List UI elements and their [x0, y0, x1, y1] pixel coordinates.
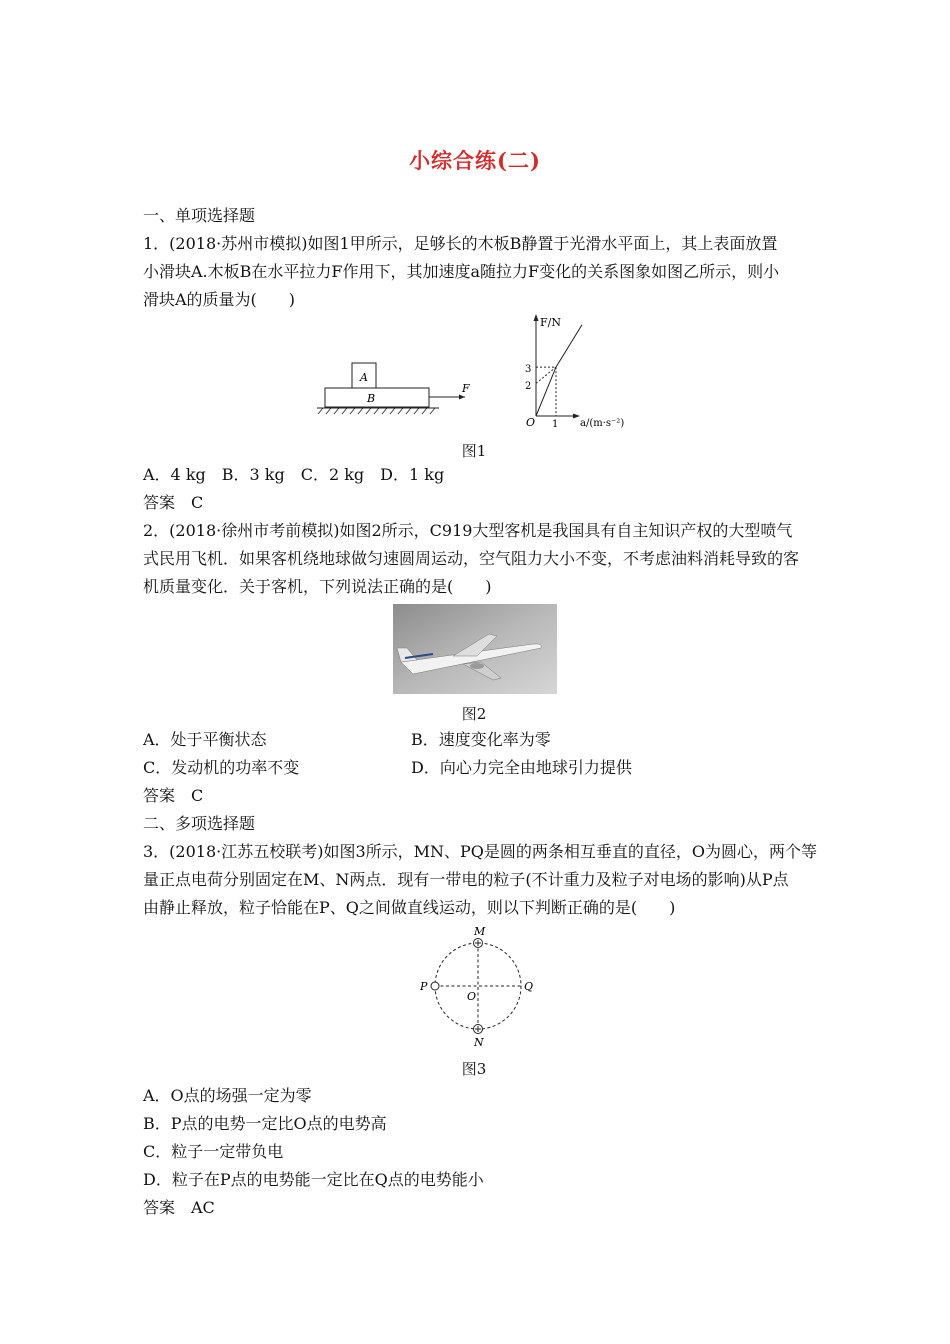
tick-y-3: 3 [525, 364, 532, 375]
q1-answer: 答案 C [143, 493, 204, 512]
figure-3-circle [414, 924, 538, 1050]
block-a-label: A [360, 371, 368, 384]
q3-option-d: D．粒子在P点的电势能一定比在Q点的电势能小 [143, 1170, 484, 1189]
q3-line-3: 由静止释放，粒子恰能在P、Q之间做直线运动，则以下判断正确的是( ) [143, 898, 676, 917]
y-axis-label: F/N [540, 316, 561, 329]
q3-line-1: 3．(2018·江苏五校联考)如图3所示，MN、PQ是圆的两条相互垂直的直径，O为圆心，两个等 [143, 842, 818, 861]
charge-m-icon [474, 939, 483, 948]
page-title: 小综合练(二) [409, 148, 541, 173]
q2-line-1: 2．(2018·徐州市考前模拟)如图2所示，C919大型客机是我国具有自主知识产权的大型喷气 [143, 521, 793, 540]
q1-line-1: 1．(2018·苏州市模拟)如图1甲所示，足够长的木板B静置于光滑水平面上，其上表面放置 [143, 234, 778, 253]
figure-2-airplane-photo [393, 604, 557, 694]
block-b-label: B [366, 392, 376, 405]
q2-option-b: B．速度变化率为零 [411, 730, 551, 749]
figure-2-caption: 图2 [461, 705, 487, 723]
particle-p-icon [431, 982, 439, 990]
q2-option-c: C．发动机的功率不变 [143, 758, 300, 777]
force-label: F [462, 382, 470, 395]
section-heading-multi: 二、多项选择题 [143, 814, 256, 833]
section-heading-single: 一、单项选择题 [143, 206, 256, 225]
tick-x-1: 1 [552, 419, 559, 430]
figure-1-blocks [315, 355, 475, 415]
origin-label: O [526, 416, 536, 429]
label-p: P [420, 980, 428, 993]
figure-3-caption: 图3 [461, 1060, 487, 1078]
q2-line-3: 机质量变化．关于客机，下列说法正确的是( ) [143, 577, 492, 596]
f-a-line [536, 325, 582, 416]
q2-option-d: D．向心力完全由地球引力提供 [411, 758, 632, 777]
q3-option-b: B．P点的电势一定比O点的电势高 [143, 1114, 387, 1133]
q3-answer: 答案 AC [143, 1198, 215, 1217]
q3-option-c: C．粒子一定带负电 [143, 1142, 284, 1161]
q3-option-a: A．O点的场强一定为零 [143, 1086, 312, 1105]
figure-1-caption: 图1 [461, 442, 487, 460]
label-q: Q [524, 980, 534, 993]
q3-line-2: 量正点电荷分别固定在M、N两点．现有一带电的粒子(不计重力及粒子对电场的影响)从P点 [143, 870, 789, 889]
label-o: O [467, 990, 477, 1003]
q1-line-3: 滑块A的质量为( ) [143, 290, 296, 309]
label-m: M [474, 925, 486, 938]
q1-line-2: 小滑块A.木板B在水平拉力F作用下，其加速度a随拉力F变化的关系图象如图乙所示，则小 [143, 262, 780, 281]
label-n: N [474, 1036, 484, 1049]
q2-option-a: A．处于平衡状态 [143, 730, 267, 749]
tick-y-2: 2 [525, 381, 532, 392]
charge-n-icon [474, 1025, 483, 1034]
q1-options: A．4 kg B．3 kg C．2 kg D．1 kg [143, 465, 445, 484]
figure-1-graph [520, 308, 640, 432]
x-axis-label: a/(m·s⁻²) [580, 418, 625, 429]
q2-answer: 答案 C [143, 786, 204, 805]
q2-line-2: 式民用飞机．如果客机绕地球做匀速圆周运动，空气阻力大小不变，不考虑油料消耗导致的客 [143, 549, 800, 568]
